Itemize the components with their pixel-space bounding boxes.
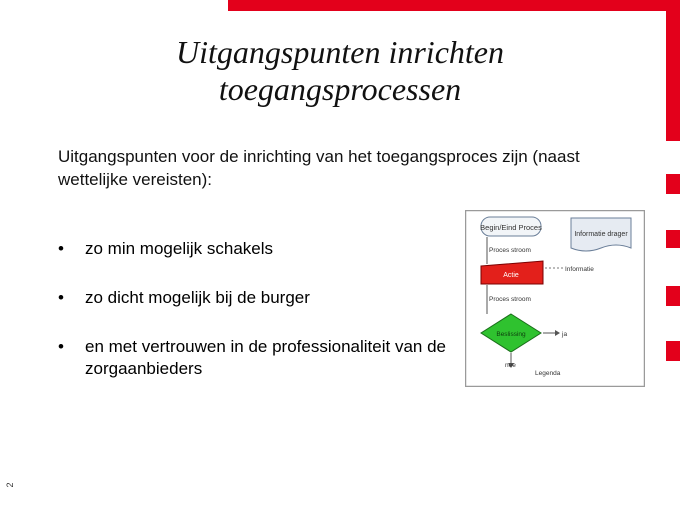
information-carrier-label: Informatie drager: [574, 231, 628, 238]
flowchart-legend-image: [465, 210, 645, 387]
bullet-item: [58, 287, 458, 309]
slide-title-line: toegangsprocessen: [218, 71, 462, 107]
bullet-list: [58, 238, 458, 407]
bullet-text: zo dicht mogelijk bij de burger: [85, 288, 310, 307]
side-accent-block: [666, 230, 680, 248]
top-accent-bar: [228, 0, 680, 11]
bullet-item: [58, 336, 458, 380]
begin-end-shape: [480, 217, 542, 236]
slide-title: [0, 34, 680, 108]
slide-title-line: Uitgangspunten inrichten: [176, 34, 504, 70]
bullet-text: zo min mogelijk schakels: [85, 239, 274, 258]
intro-text: Uitgangspunten voor de inrichting van het toegangsproces zijn (naast wettelijke vereisten):: [58, 147, 580, 189]
yes-label: ja: [562, 331, 568, 338]
bullet-marker: •: [58, 337, 64, 356]
bullet-marker: •: [58, 288, 64, 307]
begin-end-label: Begin/Eind Proces: [480, 223, 542, 232]
information-label: Informatie: [565, 266, 594, 273]
no-label: nee: [505, 362, 516, 369]
legend-label: Legenda: [535, 370, 561, 377]
side-accent-block: [666, 174, 680, 194]
decision-label: Beslissing: [496, 331, 526, 338]
slide-number: 2: [5, 482, 15, 488]
side-accent-block: [666, 341, 680, 361]
bullet-text: en met vertrouwen in de professionaliteit van de zorgaanbieders: [85, 337, 446, 378]
process-flow-label: Proces stroom: [489, 296, 531, 303]
bullet-item: [58, 238, 458, 260]
process-flow-label: Proces stroom: [489, 247, 531, 254]
bullet-marker: •: [58, 239, 64, 258]
action-label: Actie: [503, 272, 519, 279]
side-accent-block: [666, 286, 680, 306]
